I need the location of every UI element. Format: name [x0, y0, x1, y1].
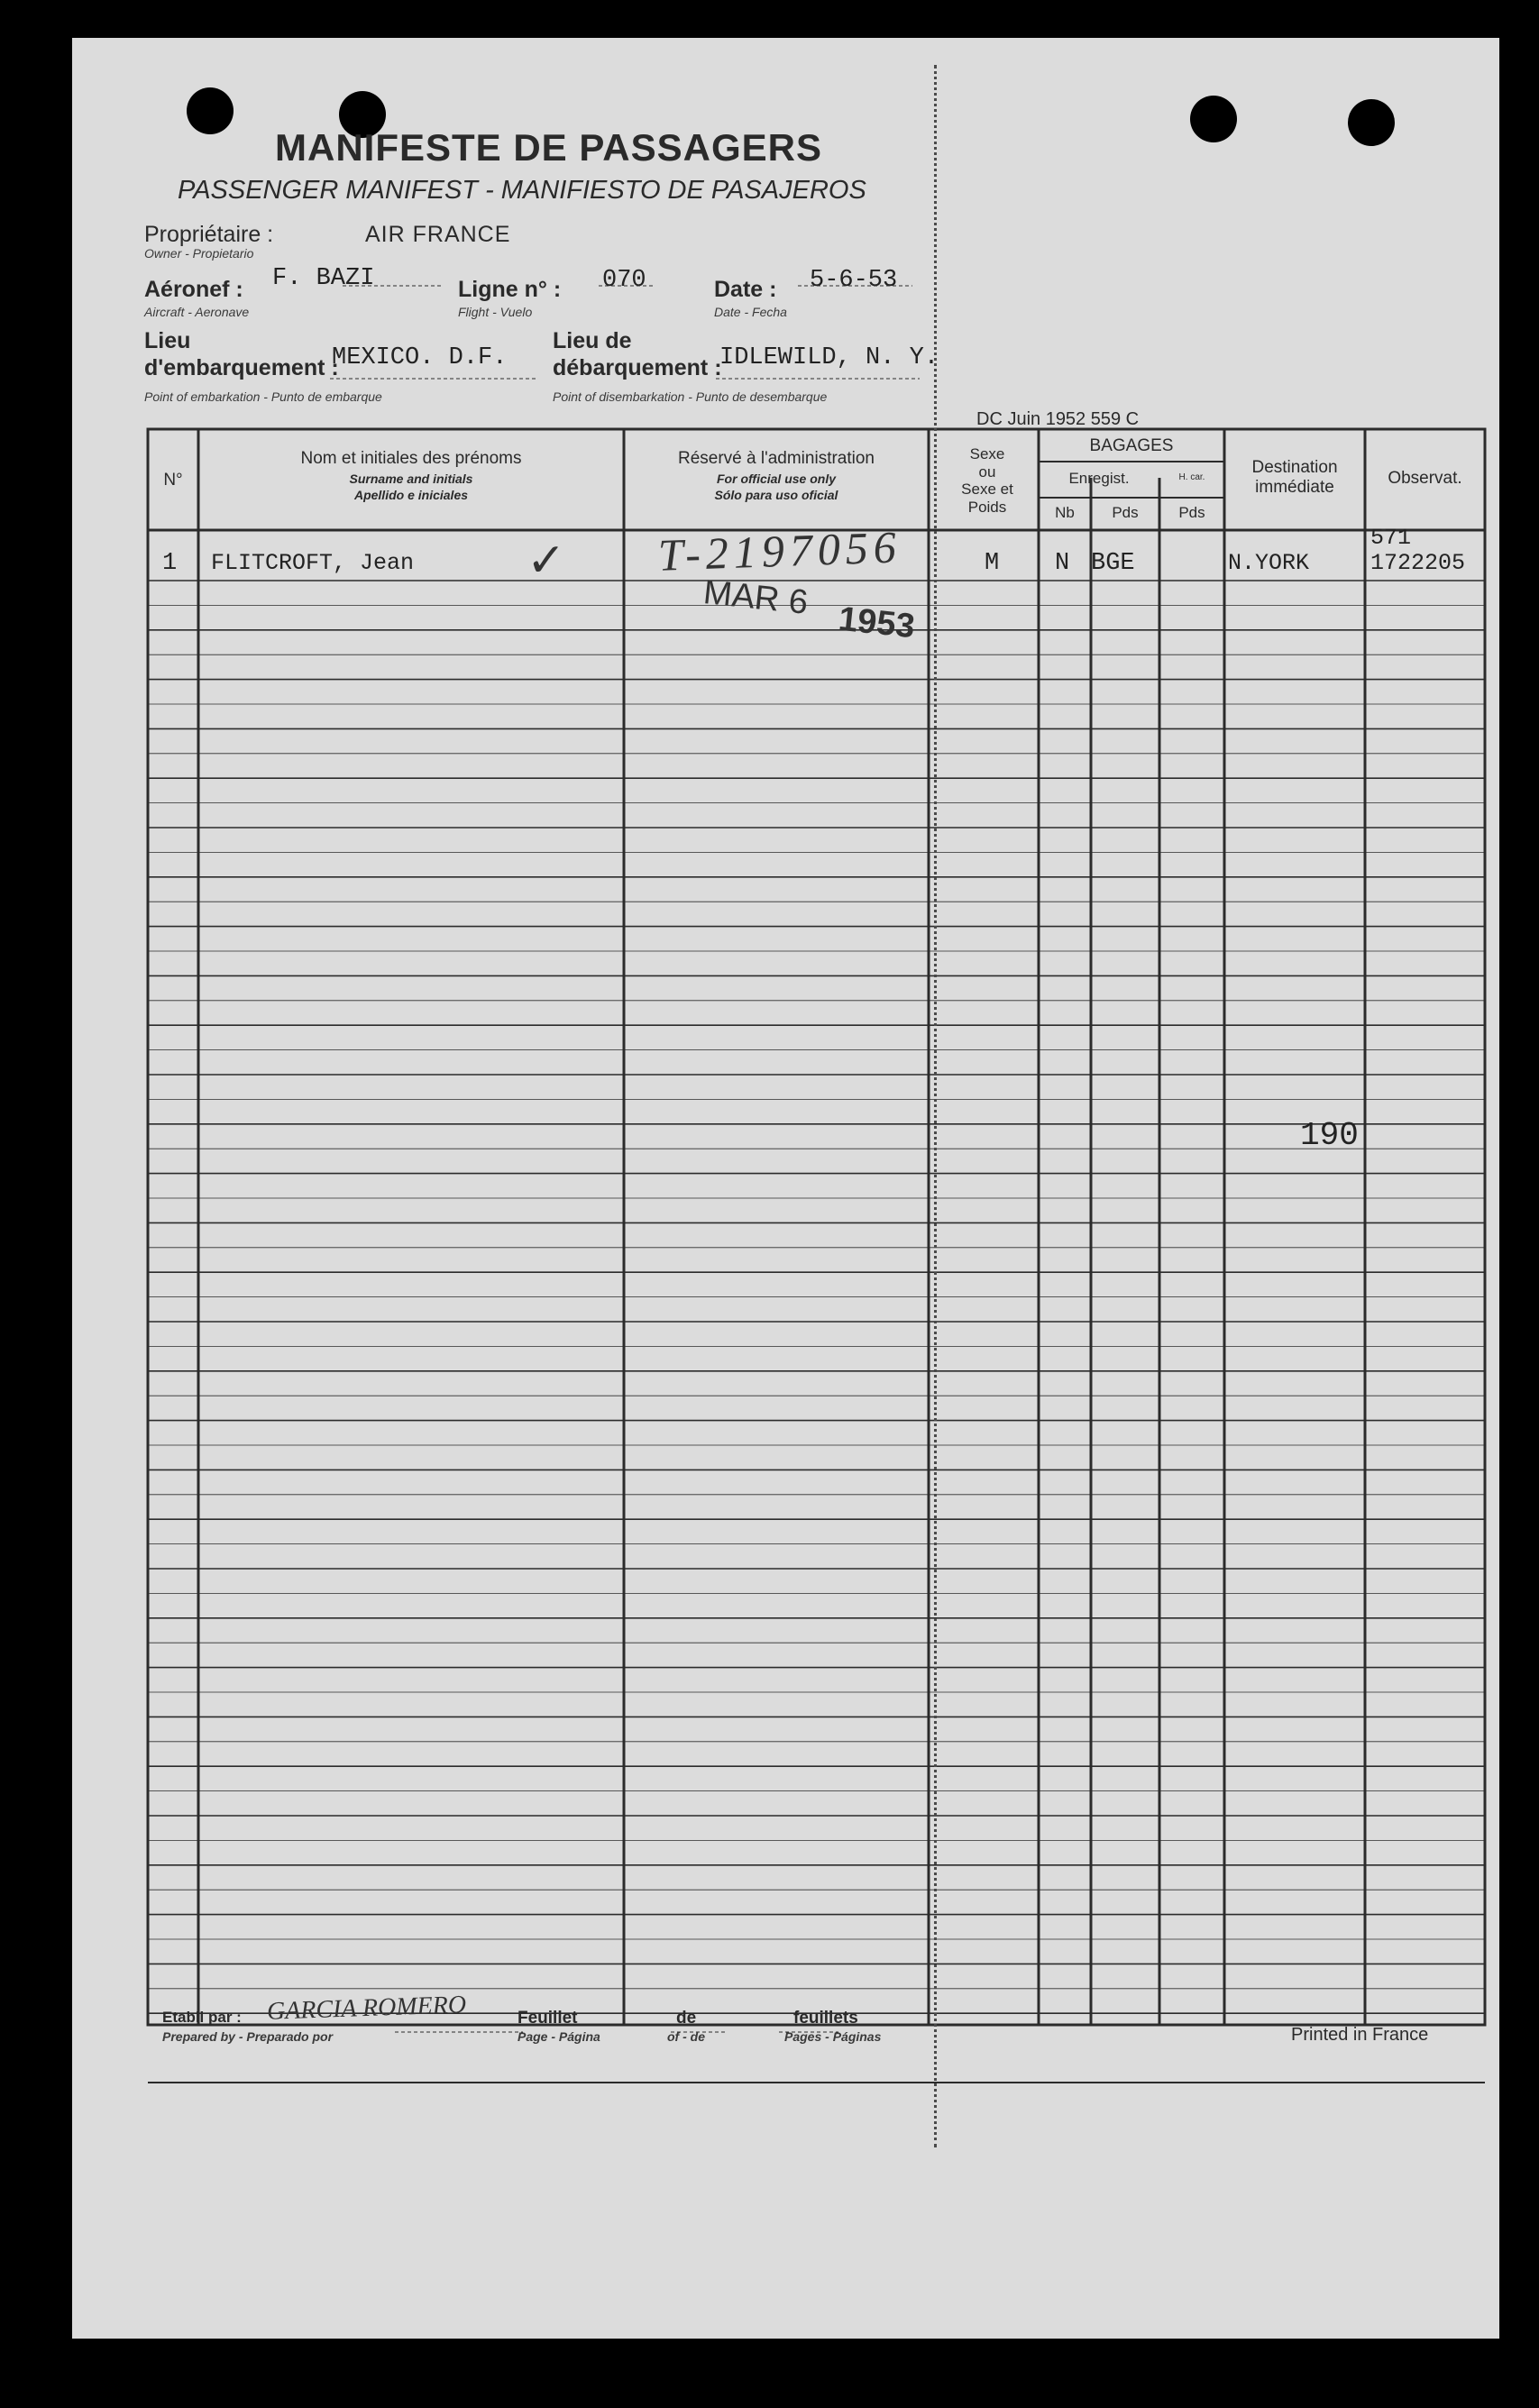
col-registered-header: Enregist.: [1068, 470, 1130, 487]
form-code: DC Juin 1952 559 C: [976, 409, 1140, 429]
disembark-value: IDLEWILD, N. Y.: [719, 344, 939, 371]
aircraft-sublabel: Aircraft - Aeronave: [144, 305, 250, 319]
page-sublabel: Page - Página: [518, 2029, 600, 2044]
col-hand-pds-header: Pds: [1178, 504, 1205, 521]
col-admin-header: Réservé à l'administration: [678, 449, 875, 468]
date-label: Date :: [714, 277, 777, 302]
col-hand-header: H. car.: [1178, 472, 1205, 482]
printed-in-france: Printed in France: [1291, 2025, 1429, 2045]
row-1-stamp-date: MAR 6: [701, 573, 811, 622]
table-grid: [72, 38, 1499, 2339]
col-nb-header: Nb: [1055, 504, 1075, 521]
col-sex-line-3: Sexe et: [961, 481, 1013, 499]
dest-note: 190: [1300, 1117, 1359, 1154]
col-name-header: Nom et initiales des prénoms: [300, 449, 522, 468]
manifest-sheet: [72, 38, 1499, 2339]
col-sex-header: [938, 445, 1037, 516]
row-1-nb: N: [1055, 550, 1070, 577]
aircraft-label: Aéronef :: [144, 277, 243, 302]
embark-value: MEXICO. D.F.: [332, 344, 508, 371]
perforation-line: [934, 65, 944, 2147]
date-sublabel: Date - Fecha: [714, 305, 787, 319]
row-1-obs-1: 571: [1370, 525, 1412, 551]
pages-label: feuillets: [793, 2009, 858, 2028]
disembark-label-1: Lieu de: [553, 328, 632, 353]
col-dest-header: [1224, 458, 1365, 498]
aircraft-value: F. BAZI: [272, 265, 375, 292]
owner-value: AIR FRANCE: [365, 222, 511, 247]
col-name-header-es: Apellido e iniciales: [353, 488, 469, 502]
check-mark-icon: ✓: [527, 535, 566, 587]
col-sex-line-1: Sexe: [969, 445, 1005, 462]
page-label: Feuillet: [518, 2009, 578, 2028]
col-dest-line-1: Destination: [1251, 458, 1338, 477]
date-value: 5-6-53: [810, 267, 898, 294]
col-obs-header: Observat.: [1388, 469, 1462, 488]
col-sex-line-2: ou: [978, 462, 996, 481]
col-dest-line-2: immédiate: [1255, 477, 1334, 497]
prepared-sublabel: Prepared by - Preparado por: [162, 2029, 334, 2044]
embark-label-1: Lieu: [144, 328, 191, 353]
col-pds-header: Pds: [1112, 504, 1139, 521]
col-name-header-en: Surname and initials: [349, 472, 473, 486]
embark-sublabel: Point of embarkation - Punto de embarque: [144, 389, 382, 404]
embark-label-2: d'embarquement :: [144, 355, 339, 380]
pages-sublabel: Pages - Páginas: [784, 2029, 882, 2044]
row-1-obs-2: 1722205: [1370, 550, 1466, 576]
prepared-label: Etabli par :: [162, 2009, 242, 2026]
row-1-sex: M: [985, 550, 1000, 577]
of-label: de: [676, 2009, 697, 2028]
row-1-stamp-year: 1953: [837, 600, 917, 646]
flight-label: Ligne n° :: [458, 277, 562, 302]
row-1-no: 1: [162, 550, 178, 577]
disembark-sublabel: Point of disembarkation - Punto de desembarque: [553, 389, 828, 404]
row-1-pds: BGE: [1091, 550, 1135, 577]
flight-value: 070: [602, 267, 646, 294]
flight-sublabel: Flight - Vuelo: [458, 305, 533, 319]
owner-sublabel: Owner - Propietario: [144, 246, 254, 261]
owner-label: Propriétaire :: [144, 222, 274, 247]
disembark-label-2: débarquement :: [553, 355, 722, 380]
row-1-dest: N.YORK: [1228, 550, 1310, 576]
manifest-title: MANIFESTE DE PASSAGERS: [275, 126, 822, 169]
row-1-name: FLITCROFT, Jean: [211, 550, 415, 576]
prepared-signature: GARCIA ROMERO: [266, 1991, 467, 2026]
col-no-header: N°: [163, 471, 183, 490]
col-sex-line-4: Poids: [967, 498, 1007, 516]
manifest-subtitle: PASSENGER MANIFEST - MANIFIESTO DE PASAJEROS: [178, 176, 866, 205]
col-admin-header-es: Sólo para uso oficial: [714, 488, 838, 502]
col-admin-header-en: For official use only: [717, 472, 836, 486]
of-sublabel: of - de: [667, 2029, 705, 2044]
row-1-admin-number: T-2197056: [657, 521, 902, 581]
col-baggage-header: BAGAGES: [1089, 436, 1174, 455]
